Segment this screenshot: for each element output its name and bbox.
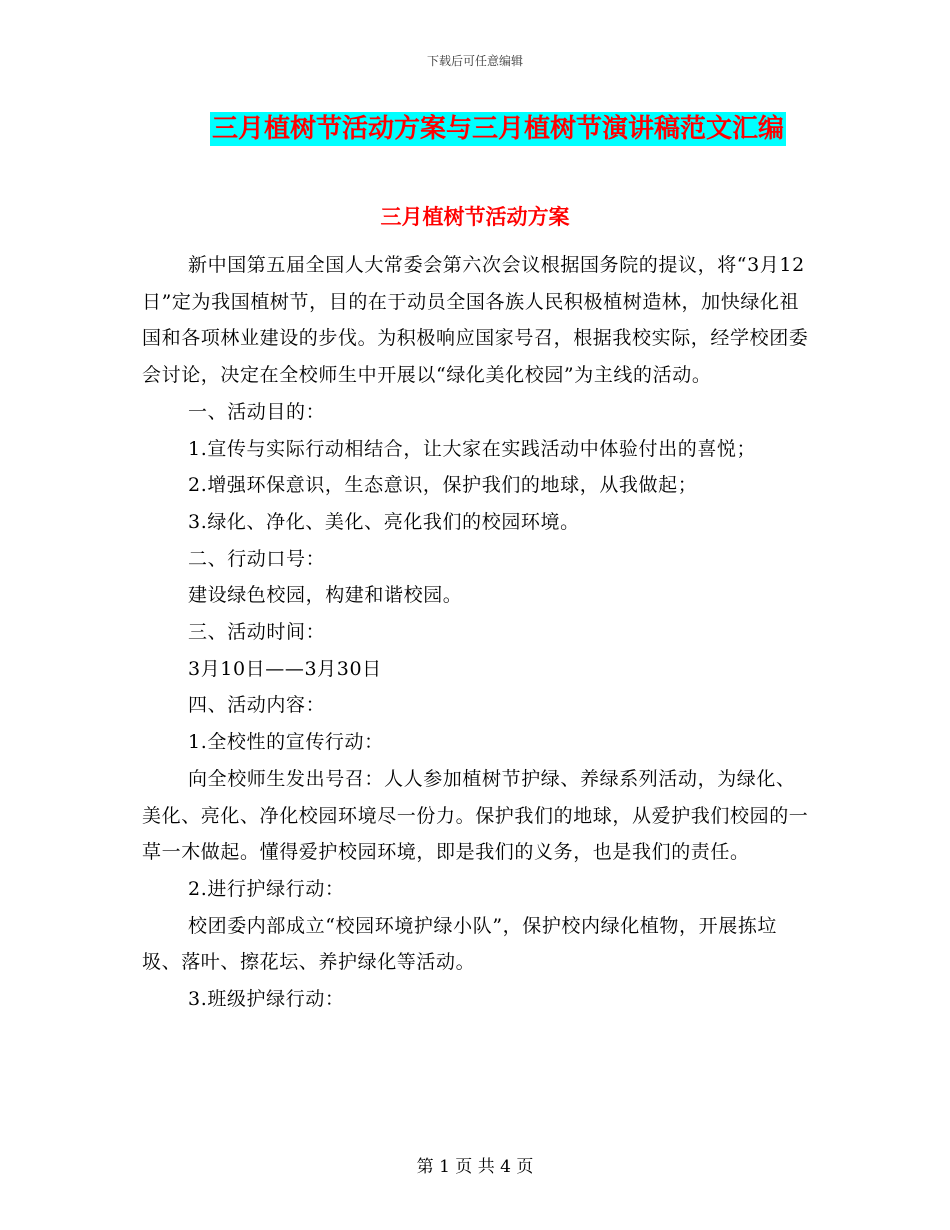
heading-slogan: 二、行动口号： xyxy=(188,547,326,570)
section-title: 三月植树节活动方案 xyxy=(380,205,570,229)
main-title: 三月植树节活动方案与三月植树节演讲稿范文汇编 xyxy=(211,114,784,144)
heading-time: 三、活动时间： xyxy=(188,621,326,644)
slogan-text: 建设绿色校园，构建和谐校园。 xyxy=(188,584,463,607)
header-note: 下载后可任意编辑 xyxy=(426,54,523,68)
heading-content: 四、活动内容： xyxy=(188,694,326,717)
subheading-class-action: 3.班级护绿行动： xyxy=(188,988,345,1011)
page-footer: 第 1 页 共 4 页 xyxy=(416,1157,534,1177)
paragraph-campaign: 向全校师生发出号召：人人参加植树节护绿、养绿系列活动，为绿化、美化、亮化、净化校园环境尽一份力。保护我们的地球，从爱护我们校园的一草一木做起。懂得爱护校园环境，即是我们的义务，也是我们的责任。 xyxy=(142,767,809,864)
time-text: 3月10日——3月30日 xyxy=(188,657,382,680)
main-title-container xyxy=(0,112,950,146)
heading-purpose: 一、活动目的： xyxy=(188,400,326,423)
list-item: 3.绿化、净化、美化、亮化我们的校园环境。 xyxy=(188,510,580,533)
body-text xyxy=(142,247,810,1018)
list-item: 1.宣传与实际行动相结合，让大家在实践活动中体验付出的喜悦； xyxy=(188,437,757,460)
paragraph-intro: 新中国第五届全国人大常委会第六次会议根据国务院的提议，将“3月12日”定为我国植树节，目的在于动员全国各族人民积极植树造林，加快绿化祖国和各项林业建设的步伐。为积极响应国家号召，根据我校实际，经学校团委会讨论，决定在全校师生中开展以“绿化美化校园”为主线的活动。 xyxy=(142,254,809,387)
list-item: 2.增强环保意识，生态意识，保护我们的地球，从我做起； xyxy=(188,474,698,497)
subheading-green-protection: 2.进行护绿行动： xyxy=(188,877,345,900)
subheading-campaign: 1.全校性的宣传行动： xyxy=(188,731,384,754)
paragraph-green-protection: 校团委内部成立“校园环境护绿小队”，保护校内绿化植物，开展拣垃圾、落叶、擦花坛、养护绿化等活动。 xyxy=(142,914,778,974)
